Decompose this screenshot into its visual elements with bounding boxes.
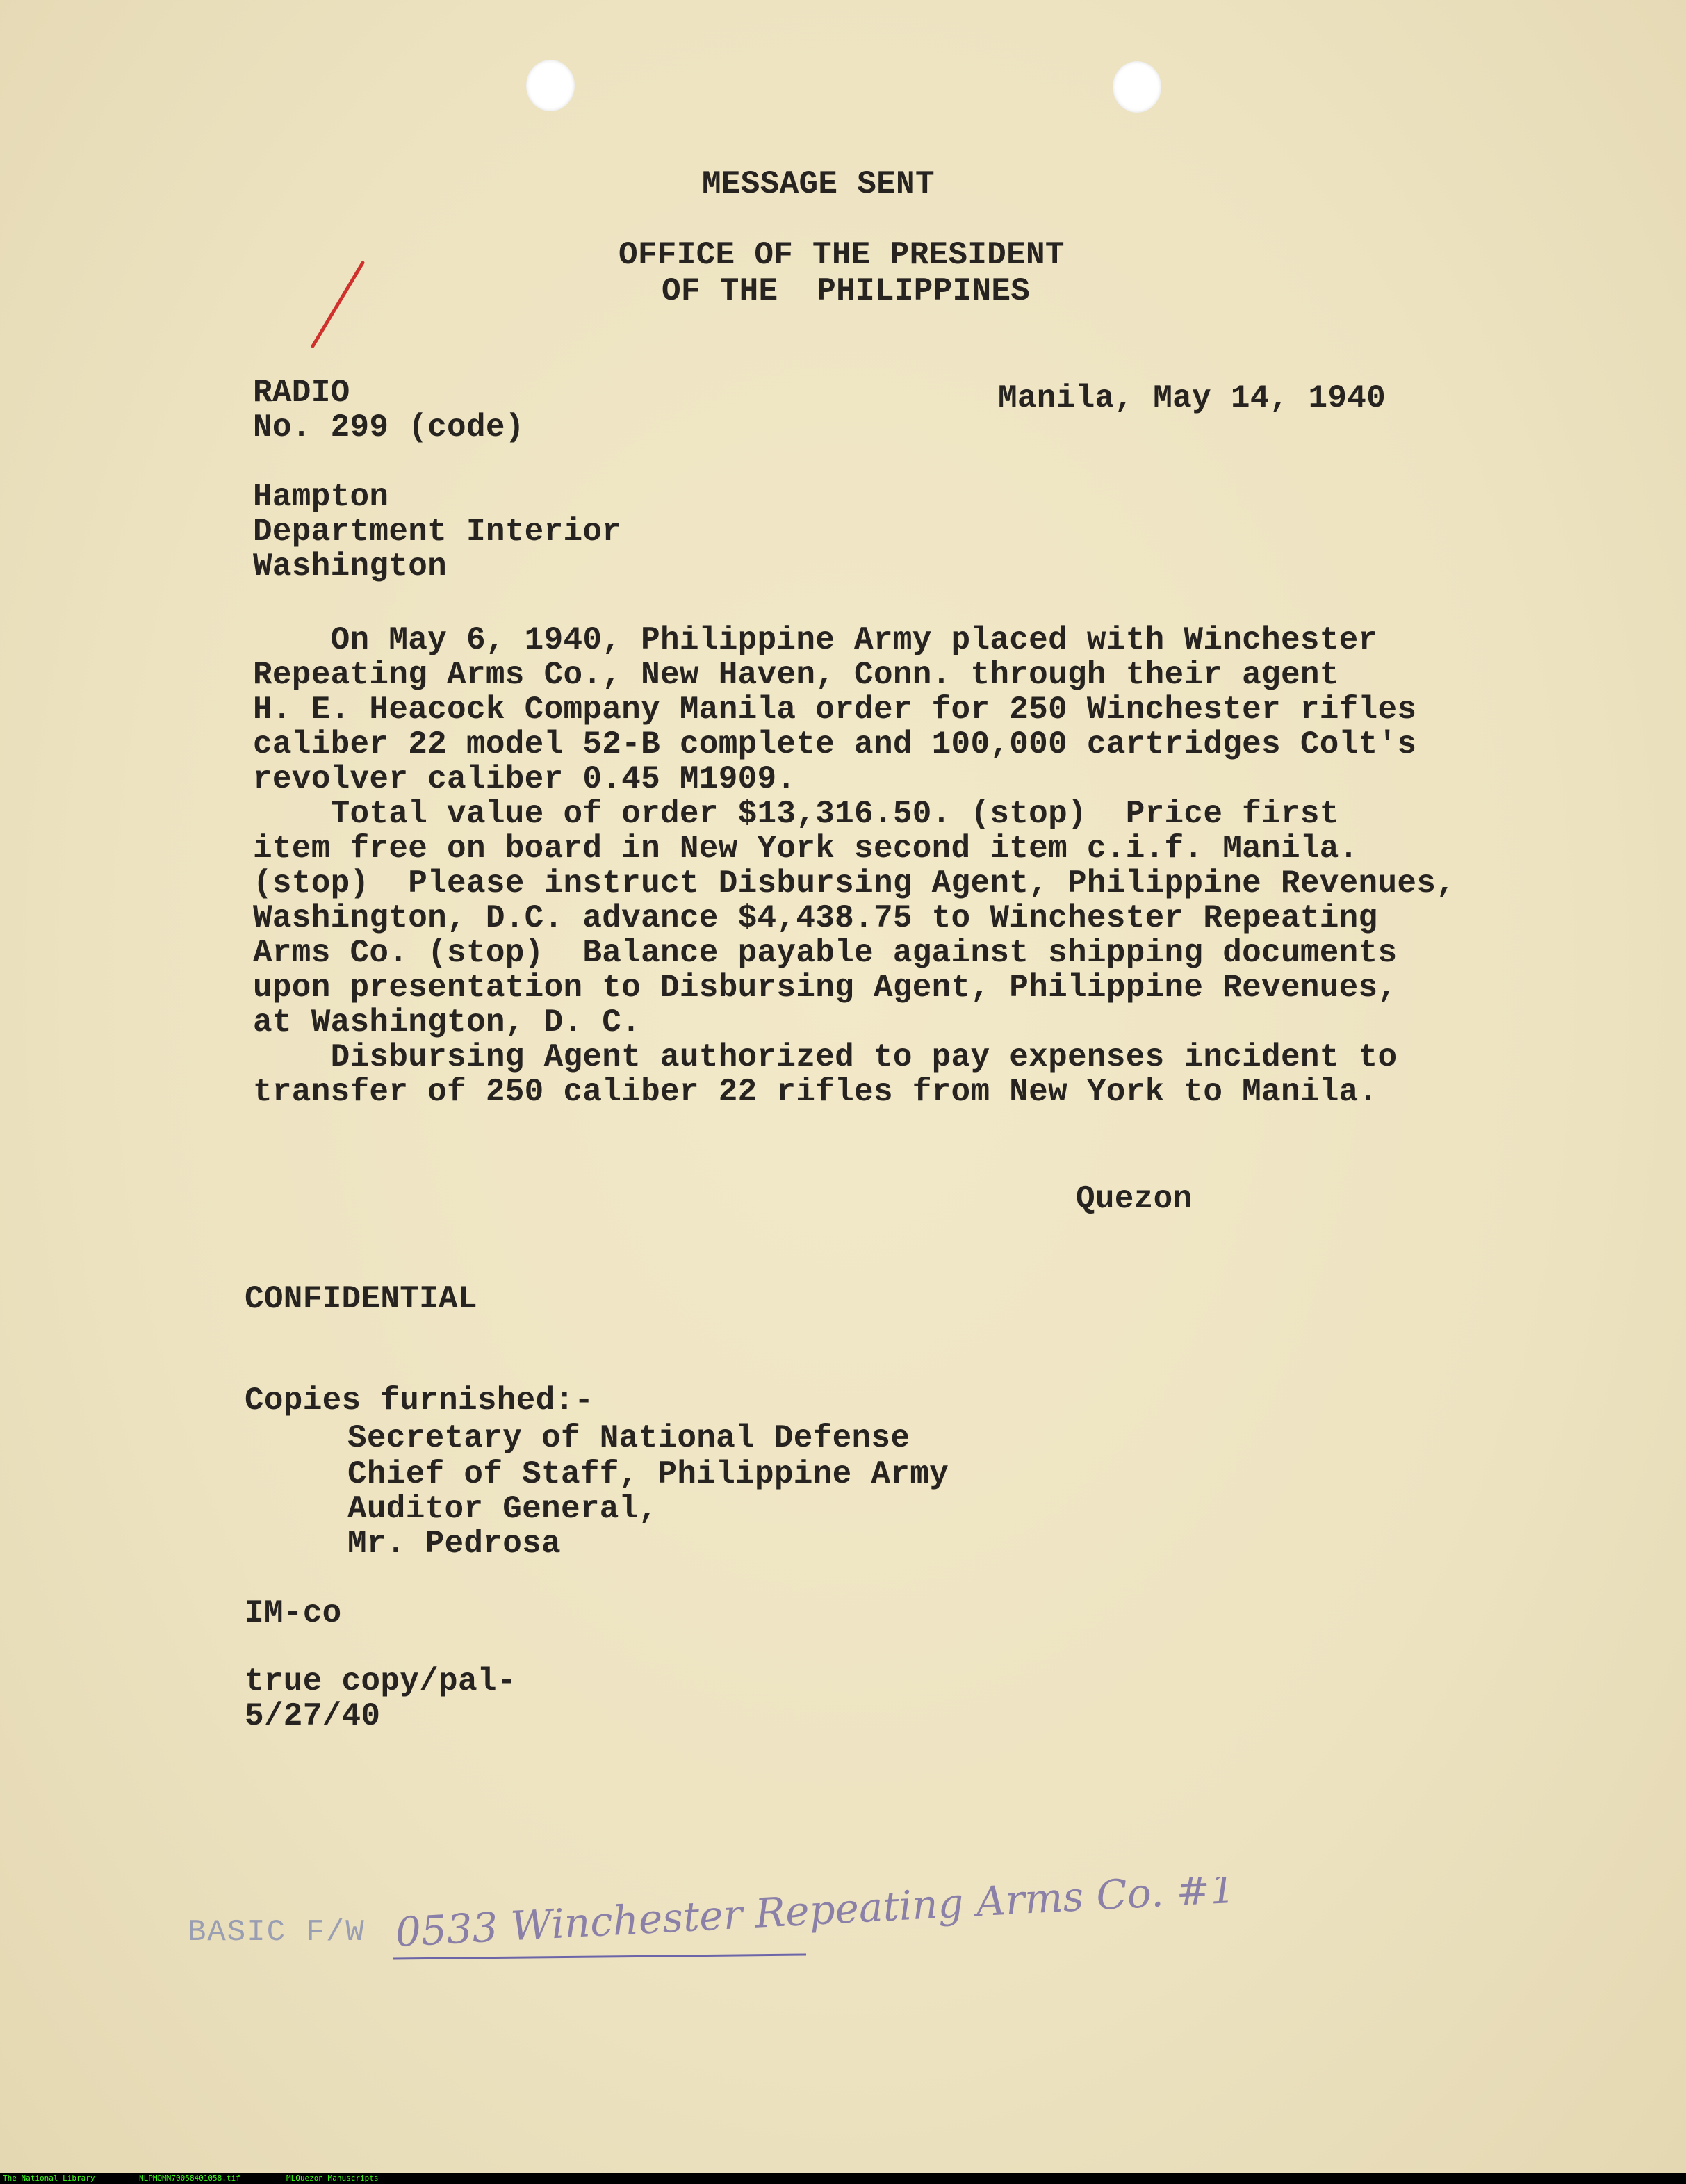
copy-recipient: Mr. Pedrosa — [347, 1526, 561, 1562]
signature: Quezon — [1076, 1181, 1193, 1217]
message-type: RADIO — [253, 375, 350, 411]
footer-filename: NLPMQMN70058401058.tif — [139, 2174, 240, 2183]
body-line: Washington, D.C. advance $4,438.75 to Winchester Repeating — [253, 900, 1378, 936]
body-line: item free on board in New York second item c.i.f. Manila. — [253, 831, 1359, 867]
true-copy-line: true copy/pal- — [245, 1663, 516, 1700]
header-office: OFFICE OF THE PRESIDENT — [619, 237, 1065, 273]
footer-collection: MLQuezon Manuscripts — [286, 2174, 379, 2183]
body-line: H. E. Heacock Company Manila order for 250 Winchester rifles — [253, 692, 1417, 728]
body-line: revolver caliber 0.45 M1909. — [253, 761, 796, 797]
punch-hole-left — [526, 60, 575, 111]
copy-recipient: Auditor General, — [347, 1491, 658, 1527]
copies-heading: Copies furnished:- — [245, 1383, 594, 1419]
body-line: Disbursing Agent authorized to pay expenses incident to — [253, 1039, 1398, 1075]
body-line: caliber 22 model 52-B complete and 100,000 cartridges Colt's — [253, 726, 1417, 763]
classification: CONFIDENTIAL — [245, 1281, 477, 1317]
red-check-mark — [306, 257, 375, 355]
body-line: upon presentation to Disbursing Agent, Philippine Revenues, — [253, 970, 1398, 1006]
copy-recipient: Chief of Staff, Philippine Army — [347, 1456, 949, 1492]
body-line: Repeating Arms Co., New Haven, Conn. through their agent — [253, 657, 1339, 693]
body-line: at Washington, D. C. — [253, 1004, 641, 1041]
addressee-department: Department Interior — [253, 514, 622, 550]
punch-hole-right — [1113, 61, 1161, 113]
place-date: Manila, May 14, 1940 — [998, 380, 1386, 416]
message-number: No. 299 (code) — [253, 409, 525, 446]
body-line: Arms Co. (stop) Balance payable against shipping documents — [253, 935, 1398, 971]
addressee-name: Hampton — [253, 479, 389, 515]
header-philippines: OF THE PHILIPPINES — [662, 273, 1031, 309]
body-line: transfer of 250 caliber 22 rifles from New York to Manila. — [253, 1074, 1378, 1110]
true-copy-date: 5/27/40 — [245, 1698, 381, 1734]
svg-text:0533 Winchester Repeating Arms: 0533 Winchester Repeating Arms Co. #1 — [394, 1877, 1237, 1956]
header-message-sent: MESSAGE SENT — [702, 166, 935, 202]
body-line: (stop) Please instruct Disbursing Agent, Philippine Revenues, — [253, 865, 1456, 902]
addressee-city: Washington — [253, 548, 448, 585]
copy-recipient: Secretary of National Defense — [347, 1420, 910, 1456]
footer-bar — [0, 2173, 1686, 2184]
body-line: Total value of order $13,316.50. (stop) Price first — [253, 796, 1339, 832]
body-line: On May 6, 1940, Philippine Army placed with Winchester — [253, 622, 1378, 658]
footer-library: The National Library — [3, 2174, 95, 2183]
basic-file-stamp: BASIC F/W — [188, 1915, 366, 1950]
typist-initials: IM-co — [245, 1595, 342, 1631]
handwritten-file-note — [375, 1877, 1334, 1978]
